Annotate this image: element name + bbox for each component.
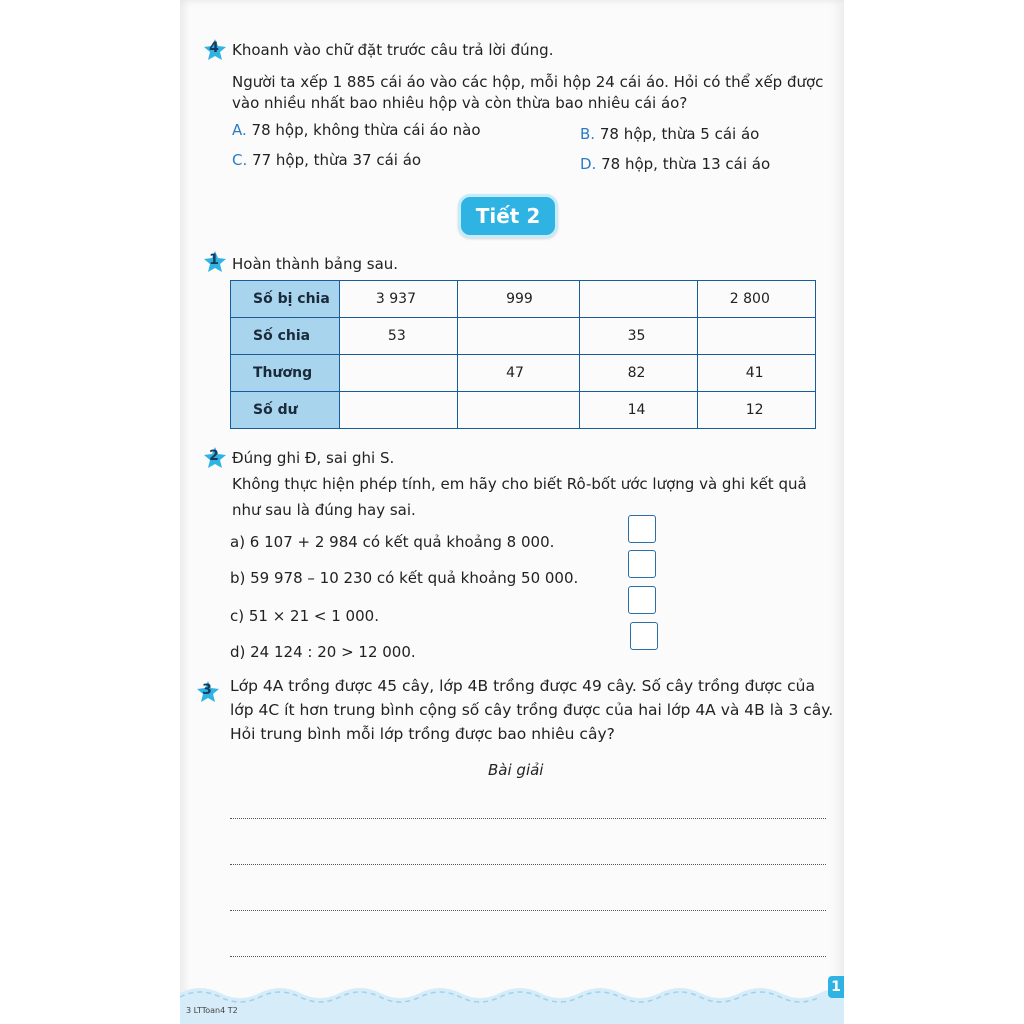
table-cell[interactable]: 3 937 (339, 281, 457, 318)
answer-box-b[interactable] (628, 550, 656, 578)
answer-line-2[interactable] (230, 864, 826, 865)
table-row (231, 318, 816, 355)
footer-tag: 3 LTToan4 T2 (186, 1006, 238, 1015)
exercise-2-instruction: Đúng ghi Đ, sai ghi S. (232, 449, 395, 467)
answer-line-1[interactable] (230, 818, 826, 819)
exercise-4-instruction: Khoanh vào chữ đặt trước câu trả lời đúng. (232, 41, 554, 59)
statement-d: d) 24 124 : 20 > 12 000. (230, 643, 416, 661)
solution-label: Bài giải (488, 761, 544, 779)
exercise-3-line3: Hỏi trung bình mỗi lớp trồng được bao nhiêu cây? (230, 725, 615, 743)
row-header-dividend: Số bị chia (231, 281, 340, 318)
table-cell[interactable]: 53 (339, 318, 457, 355)
answer-box-d[interactable] (630, 622, 658, 650)
option-c[interactable]: C. 77 hộp, thừa 37 cái áo (232, 151, 422, 169)
row-header-remainder: Số dư (231, 392, 340, 429)
option-d[interactable]: D. 78 hộp, thừa 13 cái áo (580, 155, 771, 173)
exercise-3-line2: lớp 4C ít hơn trung bình cộng số cây trồng được của hai lớp 4A và 4B là 3 cây. (230, 701, 834, 719)
exercise-4-problem-line1: Người ta xếp 1 885 cái áo vào các hộp, mỗi hộp 24 cái áo. Hỏi có thể xếp được (232, 73, 824, 91)
table-row (231, 281, 816, 318)
table-cell[interactable]: 14 (579, 392, 697, 429)
table-cell[interactable] (579, 281, 697, 318)
exercise-1-instruction: Hoàn thành bảng sau. (232, 255, 399, 273)
exercise-1-badge: 1 (203, 250, 225, 272)
exercise-2-badge: 2 (203, 446, 225, 468)
table-row (231, 392, 816, 429)
division-table (230, 280, 816, 429)
statement-c: c) 51 × 21 < 1 000. (230, 607, 379, 625)
exercise-3-badge: 3 (196, 680, 218, 702)
table-cell[interactable] (339, 355, 457, 392)
table-cell[interactable]: 82 (579, 355, 697, 392)
exercise-2-prompt-line2: như sau là đúng hay sai. (232, 501, 416, 519)
table-cell[interactable] (697, 318, 815, 355)
answer-line-4[interactable] (230, 956, 826, 957)
table-cell[interactable]: 41 (697, 355, 815, 392)
footer-wave (180, 975, 844, 1024)
table-cell[interactable] (458, 318, 580, 355)
table-cell[interactable]: 999 (458, 281, 580, 318)
answer-box-c[interactable] (628, 586, 656, 614)
exercise-4-badge: 4 (203, 38, 225, 60)
answer-box-a[interactable] (628, 515, 656, 543)
statement-a: a) 6 107 + 2 984 có kết quả khoảng 8 000. (230, 533, 555, 551)
option-b[interactable]: B. 78 hộp, thừa 5 cái áo (580, 125, 760, 143)
exercise-2-prompt-line1: Không thực hiện phép tính, em hãy cho biết Rô-bốt ước lượng và ghi kết quả (232, 475, 807, 493)
table-cell[interactable] (339, 392, 457, 429)
lesson-title: Tiết 2 (458, 194, 558, 238)
exercise-3-line1: Lớp 4A trồng được 45 cây, lớp 4B trồng được 49 cây. Số cây trồng được của (230, 677, 816, 695)
page-number: 1 (828, 976, 844, 998)
answer-line-3[interactable] (230, 910, 826, 911)
exercise-4-problem-line2: vào nhiều nhất bao nhiêu hộp và còn thừa bao nhiêu cái áo? (232, 94, 688, 112)
row-header-divisor: Số chia (231, 318, 340, 355)
table-cell[interactable]: 2 800 (697, 281, 815, 318)
table-cell[interactable]: 12 (697, 392, 815, 429)
option-a[interactable]: A. 78 hộp, không thừa cái áo nào (232, 121, 481, 139)
table-row (231, 355, 816, 392)
table-cell[interactable]: 47 (458, 355, 580, 392)
table-cell[interactable] (458, 392, 580, 429)
statement-b: b) 59 978 – 10 230 có kết quả khoảng 50 000. (230, 569, 579, 587)
table-cell[interactable]: 35 (579, 318, 697, 355)
row-header-quotient: Thương (231, 355, 340, 392)
